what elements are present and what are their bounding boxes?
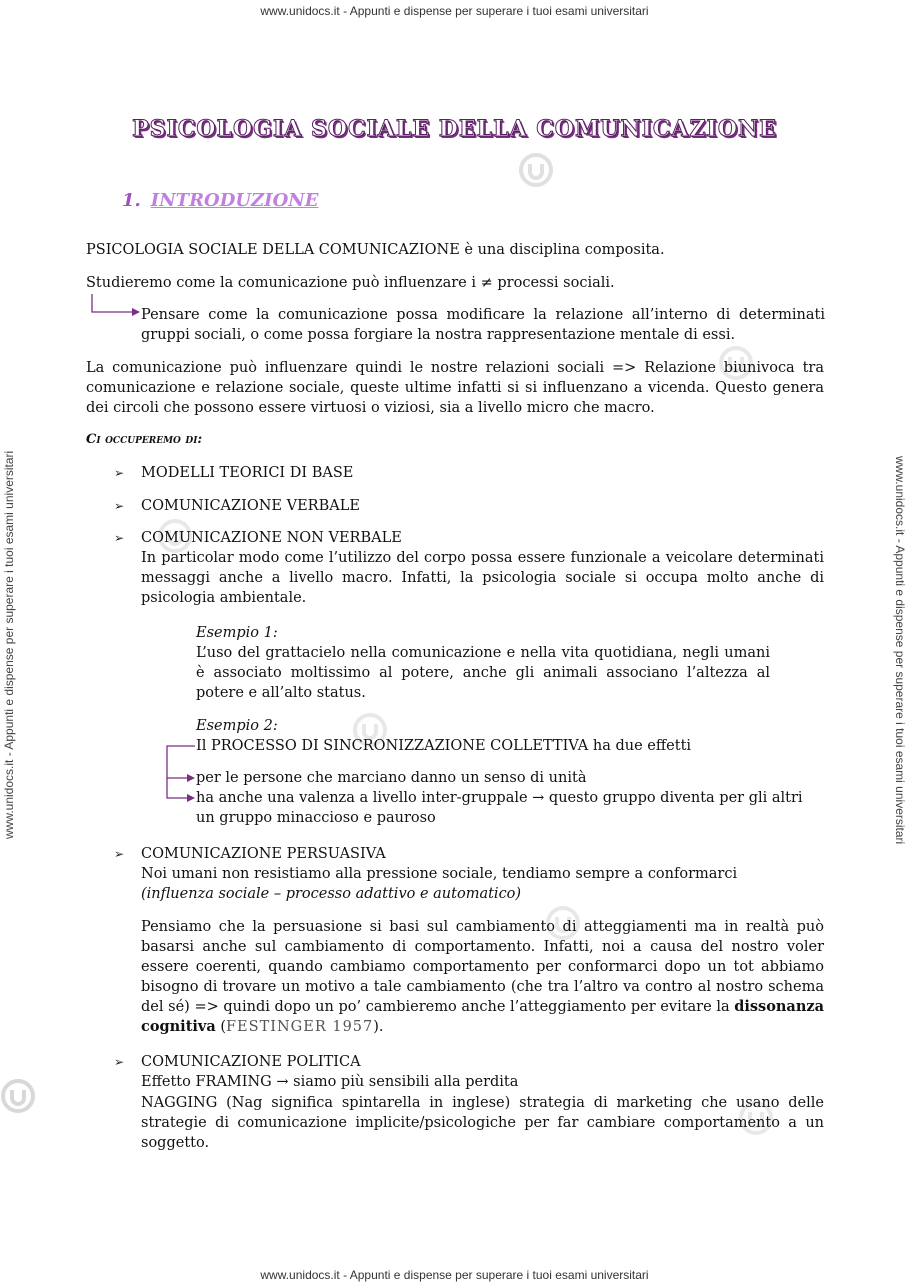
paragraph-nagging: NAGGING (Nag significa spintarella in inglese) strategia di marketing che usano delle strategie di comunicazione implicite/psicologiche per far cambiare comportamento a un soggetto.	[141, 1095, 824, 1151]
example-2-label: Esempio 2:	[196, 718, 278, 734]
example-1-label: Esempio 1:	[196, 625, 278, 641]
bullet-non-verbale: COMUNICAZIONE NON VERBALE	[141, 530, 402, 546]
example-1-text: L’uso del grattacielo nella comunicazione e nella vita quotidiana, negli umani è associato moltissimo al potere, anche gli animali associano l’altezza al potere e all’alto status.	[196, 645, 770, 701]
paragraph-persuasiva: Noi umani non resistiamo alla pressione sociale, tendiamo sempre a conformarci	[141, 866, 738, 882]
bullet-arrow-icon: ➢	[114, 531, 125, 545]
bullet-arrow-icon: ➢	[114, 499, 125, 513]
unidocs-logo-icon	[518, 152, 554, 188]
section-heading	[122, 190, 318, 211]
paragraph-studieremo: Studieremo come la comunicazione può influenzare i ≠ processi sociali.	[86, 275, 615, 291]
arrow-icon	[88, 292, 142, 316]
section-title: INTRODUZIONE	[150, 190, 319, 211]
side-watermark-left: www.unidocs.it - Appunti e dispense per superare i tuoi esami universitari	[2, 450, 16, 840]
bullet-verbale: COMUNICAZIONE VERBALE	[141, 498, 360, 514]
branch-arrow-icon	[163, 740, 199, 802]
paragraph-persuasiva-italic: (influenza sociale – processo adattivo e automatico)	[141, 886, 522, 902]
example-2-text: Il PROCESSO DI SINCRONIZZAZIONE COLLETTIVA ha due effetti	[196, 738, 692, 754]
paragraph-non-verbale: In particolar modo come l’utilizzo del corpo possa essere funzionale a veicolare determinati messaggi anche a livello macro. Infatti, la psicologia sociale si occupa molto anche di psicologia ambientale.	[141, 550, 824, 606]
citation: FESTINGER 1957	[226, 1019, 374, 1035]
header-watermark: www.unidocs.it - Appunti e dispense per superare i tuoi esami universitari	[260, 4, 649, 18]
paragraph-relazione: La comunicazione può influenzare quindi le nostre relazioni sociali => Relazione biunivoca tra comunicazione e relazione sociale, queste ultime infatti si si influenzano a vicenda. Questo genera dei circoli che possono essere virtuosi o viziosi, sia a livello micro che macro.	[86, 360, 824, 416]
subheading-occuperemo: Ci occuperemo di:	[86, 432, 203, 447]
section-number: 1.	[122, 190, 141, 211]
document-title: PSICOLOGIA SOCIALE DELLA COMUNICAZIONE	[132, 116, 777, 142]
example-2-effect-b: ha anche una valenza a livello inter-gruppale → questo gruppo diventa per gli altri un gruppo minaccioso e pauroso	[196, 790, 803, 826]
unidocs-logo-icon	[0, 1078, 36, 1114]
bullet-arrow-icon: ➢	[114, 1055, 125, 1069]
bullet-arrow-icon: ➢	[114, 466, 125, 480]
paragraph-intro: PSICOLOGIA SOCIALE DELLA COMUNICAZIONE è una disciplina composita.	[86, 242, 665, 258]
dissonanza-term: dissonanza cognitiva	[141, 998, 825, 1035]
bullet-politica: COMUNICAZIONE POLITICA	[141, 1054, 361, 1070]
footer-watermark: www.unidocs.it - Appunti e dispense per superare i tuoi esami universitari	[260, 1268, 649, 1282]
bullet-modelli: MODELLI TEORICI DI BASE	[141, 465, 354, 481]
paragraph-framing: Effetto FRAMING → siamo più sensibili alla perdita	[141, 1074, 519, 1090]
example-2-effect-a: per le persone che marciano danno un senso di unità	[196, 770, 587, 786]
paragraph-pensare: Pensare come la comunicazione possa modificare la relazione all’interno di determinati gruppi sociali, o come possa forgiare la nostra rappresentazione mentale di essi.	[141, 307, 825, 343]
side-watermark-right: www.unidocs.it - Appunti e dispense per superare i tuoi esami universitari	[893, 455, 907, 845]
persuasione-text: Pensiamo che la persuasione si basi sul cambiamento di atteggiamenti ma in realtà può basarsi anche sul cambiamento di comportamento. Infatti, noi a causa del nostro voler essere coerenti, quando cambiamo comportamento per conformarci dopo un tot abbiamo bisogno di trovare un motivo a tale cambiamento (che tra l’altro va contro al nostro schema del sé) => quindi dopo un po’ cambieremo anche l’atteggiamento per evitare la	[141, 919, 824, 1015]
bullet-persuasiva: COMUNICAZIONE PERSUASIVA	[141, 846, 386, 862]
bullet-arrow-icon: ➢	[114, 847, 125, 861]
paragraph-persuasione: Pensiamo che la persuasione si basi sul cambiamento di atteggiamenti ma in realtà può basarsi anche sul cambiamento di comportamento. Infatti, noi a causa del nostro voler essere coerenti, quando cambiamo comportamento per conformarci dopo un tot abbiamo bisogno di trovare un motivo a tale cambiamento (che tra l’altro va contro al nostro schema del sé) => quindi dopo un po’ cambieremo anche l’atteggiamento per evitare la dissonanza cognitiva (FESTINGER 1957).	[141, 919, 825, 1035]
